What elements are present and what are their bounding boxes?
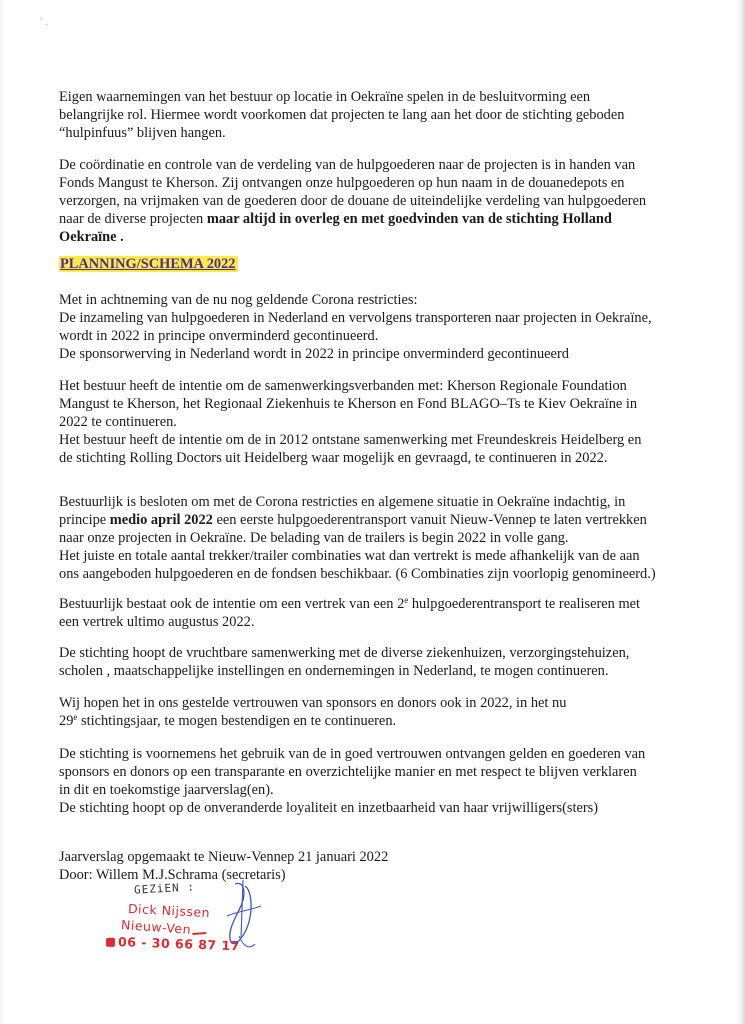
text-line: Eigen waarnemingen van het bestuur op locatie in Oekraïne spelen in de besluitvorming een (59, 89, 591, 105)
text-line: De stichting is voornemens het gebruik van de in goed vertrouwen ontvangen gelden en goederen van (59, 746, 646, 762)
paragraph-coordination (59, 156, 699, 246)
text-line: belangrijke rol. Hiermee wordt voorkomen dat projecten te lang aan het door de stichting geboden (59, 107, 625, 123)
bold-text: medio april 2022 (109, 512, 213, 528)
text-line: De sponsorwerving in Nederland wordt in 2022 in principe onverminderd gecontinueerd (59, 346, 569, 362)
text-line (59, 210, 699, 228)
text-run: principe (59, 512, 110, 528)
text-line: Met in achtneming van de nu nog geldende Corona restricties: (59, 292, 418, 308)
closing-line: Door: Willem M.J.Schrama (secretaris) (59, 867, 286, 883)
paragraph-cooperation (59, 644, 699, 680)
text-line: De stichting hoopt de vruchtbare samenwerking met de diverse ziekenhuizen, verzorgingstehuizen, (59, 645, 630, 661)
text-run: naar de diverse projecten (59, 211, 207, 227)
closing-line: Jaarverslag opgemaakt te Nieuw-Vennep 21 januari 2022 (59, 849, 389, 865)
text-line: naar onze projecten in Oekraïne. De belading van de trailers is begin 2022 in volle gang. (59, 530, 569, 546)
text-line: De coördinatie en controle van de verdeling van de hulpgoederen naar de projecten is in handen van (59, 157, 636, 173)
text-run: stichtingsjaar, te mogen bestendigen en te continueren. (77, 713, 397, 729)
text-line (59, 511, 699, 529)
text-line: ons aangeboden hulpgoederen en de fondsen beschikbaar. (6 Combinaties zijn voorlopig genomineerd.) (59, 566, 656, 582)
text-line: “hulpinfuus” blijven hangen. (59, 125, 226, 141)
bold-text: maar altijd in overleg en met goedvinden van de stichting Holland (206, 211, 612, 227)
scan-speck: ' . (40, 14, 49, 28)
gezien-stamp: GEZiEN : (133, 880, 196, 897)
text-line: De stichting hoopt op de onveranderde loyaliteit en inzetbaarheid van haar vrijwilligers(sters) (59, 800, 599, 816)
text-line: sponsors en donors op een transparante en overzichtelijke manier en met respect te blijven verklaren (59, 764, 637, 780)
paragraph-second-transport (59, 595, 699, 631)
text-line: Wij hopen het in ons gestelde vertrouwen van sponsors en donors ook in 2022, in het nu (59, 695, 567, 711)
heading-text: PLANNING/SCHEMA 2022 (60, 256, 236, 272)
phone-icon (106, 938, 115, 947)
text-line: de stichting Rolling Doctors uit Heidelberg waar mogelijk en gevraagd, te continueren in 2022. (59, 450, 608, 466)
superscript: e (73, 712, 78, 722)
text-line: verzorgen, na vrijmaken van de goederen door de douane de uiteindelijke verdeling van hulpgoederen (59, 193, 647, 209)
text-line: wordt in 2022 in principe onverminderd gecontinueerd. (59, 328, 379, 344)
paragraph-partnerships (59, 377, 699, 467)
stamp-place-text: Nieuw-Ven (120, 917, 192, 937)
scan-edge (741, 0, 745, 1024)
text-line: Fonds Mangust te Kherson. Zij ontvangen onze hulpgoederen op hun naam in de douanedepots en (59, 175, 625, 191)
text-line: Bestuurlijk is besloten om met de Corona restricties en algemene situatie in Oekraïne indachtig, in (59, 494, 626, 510)
paragraph-trust (59, 694, 699, 730)
stamp-phone-number: 06 - 30 66 87 17 (117, 934, 241, 954)
text-line (59, 595, 699, 613)
text-line: een vertrek ultimo augustus 2022. (59, 614, 255, 630)
text-run: Bestuurlijk bestaat ook de intentie om een vertrek van een 2 (59, 596, 405, 612)
bold-text-line: Oekraïne . (59, 229, 124, 245)
text-line: Mangust te Kherson, het Regionaal Ziekenhuis te Kherson en Fond BLAGO–Ts te Kiev Oekraïne in (59, 396, 638, 412)
text-run: een eerste hulpgoederentransport vanuit Nieuw-Vennep te laten vertrekken (212, 512, 647, 528)
text-line: Het bestuur heeft de intentie om de samenwerkingsverbanden met: Kherson Regionale Foundation (59, 378, 627, 394)
superscript: e (404, 595, 409, 605)
paragraph-observations (59, 88, 699, 142)
text-line: scholen , maatschappelijke instellingen en ondernemingen in Nederland, te mogen continueren. (59, 663, 609, 679)
text-line: in dit en toekomstige jaarverslag(en). (59, 782, 274, 798)
text-line: Het bestuur heeft de intentie om de in 2012 ontstane samenwerking met Freundeskreis Heidelberg en (59, 432, 642, 448)
text-run: hulpgoederentransport te realiseren met (408, 596, 641, 612)
section-heading (59, 255, 238, 273)
text-line: 2022 te continueren. (59, 414, 177, 430)
text-line (59, 712, 699, 730)
text-line: De inzameling van hulpgoederen in Nederland en vervolgens transporteren naar projecten in Oekraïne, (59, 310, 652, 326)
handwritten-signature (205, 876, 285, 956)
closing-block (59, 848, 699, 884)
stamp-name: Dick Nijssen (127, 900, 211, 921)
text-line: Het juiste en totale aantal trekker/trailer combinaties wat dan vertrekt is mede afhankelijk van de aan (59, 548, 640, 564)
text-run: 29 (59, 713, 74, 729)
paragraph-transparency (59, 745, 699, 817)
paragraph-transport (59, 493, 699, 583)
paragraph-corona (59, 291, 699, 363)
